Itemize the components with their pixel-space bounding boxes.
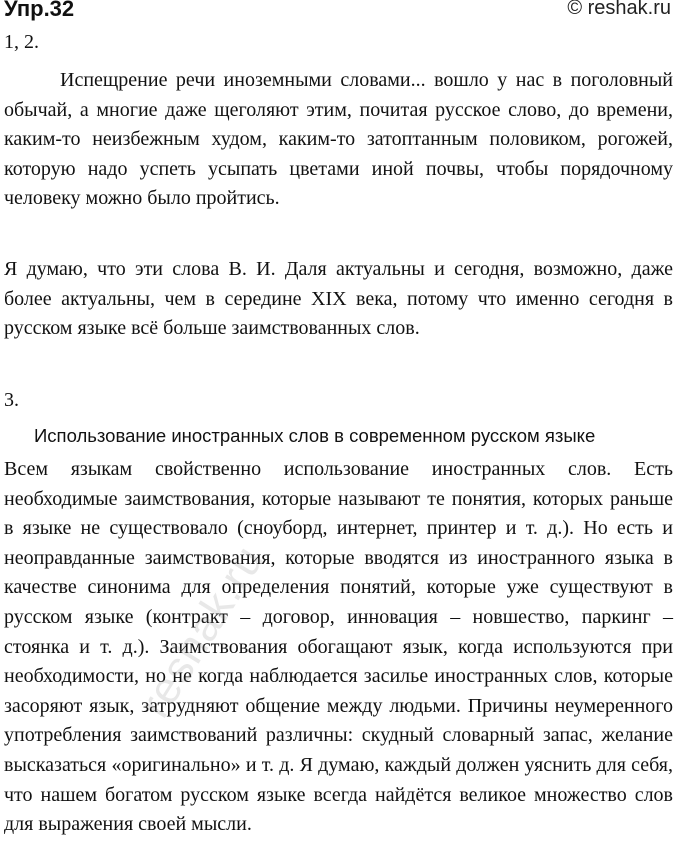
dahl-quote: Испещрение речи иноземными словами... вошло у нас в поголовный обычай, а многие даже щеголяют этим, почитая русское слово, до времени, каким-то неизбежным худом, каким-то затоптанным половиком, рогожей, которую надо успеть усыпать цветами иной почвы, чтобы порядочному человеку можно было пройтись. (4, 69, 673, 210)
site-credit[interactable]: © reshak.ru (567, 0, 671, 19)
opinion-paragraph: Я думаю, что эти слова В. И. Даля актуальны и сегодня, возможно, даже более актуальны, чем в середине XIX века, потому что именно сегодня в русском языке всё больше заимствованных слов. (4, 258, 673, 340)
exercise-title: Упр.32 (4, 0, 75, 21)
watermark: reshak.ru (130, 536, 274, 726)
section-label-1-2: 1, 2. (4, 31, 39, 53)
header (4, 0, 671, 26)
essay-title: Использование иностранных слов в современном русском языке (34, 425, 596, 446)
essay-body: Всем языкам свойственно использование иностранных слов. Есть необходимые заимствования, которые называют те понятия, которых раньше в языке не существовало (сноуборд, интернет, принтер и т. д.). Но есть и неоправданные заимствования, которые вводятся из иностранного языка в качестве синонима для определения понятий, которые уже существуют в русском языке (контракт – договор, инновация – новшество, паркинг – стоянка и т. д.). Заимствования обогащают язык, когда используются при необходимости, но не когда наблюдается засилье иностранных слов, которые засоряют язык, затрудняют общение между людьми. Причины неумеренного употребления заимствований различны: скудный словарный запас, желание высказаться «оригинально» и т. д. Я думаю, каждый должен уяснить для себя, что нашем богатом русском языке всегда найдётся великое множество слов для выражения своей мысли. (4, 458, 673, 836)
section-label-3: 3. (4, 389, 19, 411)
